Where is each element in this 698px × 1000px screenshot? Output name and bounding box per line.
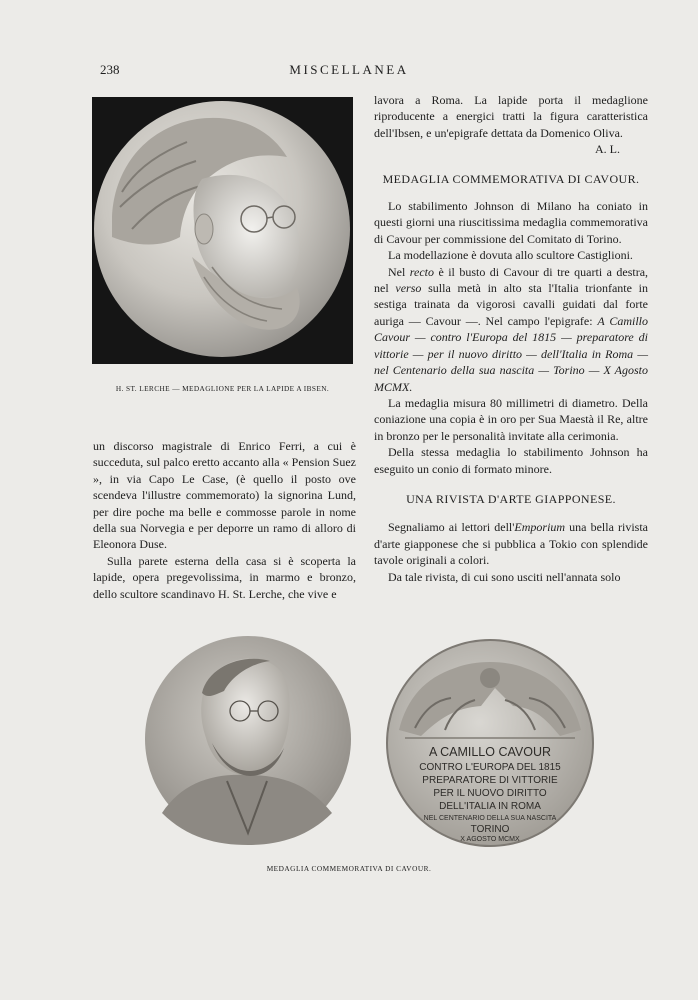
paragraph: Sulla parete esterna della casa si è scoperta la lapide, opera pregevolissima, in marmo e bronzo, dello scultore scandinavo H. St. Lerche, che vive e: [93, 553, 356, 601]
ibsen-medallion-image: [92, 97, 353, 364]
medal-inscription-line: TORINO: [470, 824, 510, 835]
left-column: [93, 438, 356, 602]
medal-verso-image: [385, 638, 595, 848]
ibsen-medallion-plate: [92, 97, 353, 364]
paragraph: Da tale rivista, di cui sono usciti nell'annata solo: [388, 569, 621, 584]
paragraph: Nel recto è il busto di Cavour di tre quarti a destra, nel verso sulla metà in alto sta l'Italia trionfante in sestiga trainata da vigorosi cavalli guidati dal forte auriga — Cavour —. Nel campo l'epigrafe: A Camillo Cavour — contro l'Europa del 1815 — preparatore di vittorie — per il nuovo diritto — dell'Italia in Roma — nel Centenario della sua nascita — Torino — X Agosto MCMX.: [374, 264, 649, 394]
epigraph-text: A Camillo Cavour — contro l'Europa del 1815 — preparatore di vittorie — per il nuovo diritto — dell'Italia in Roma — nel Centenario della sua nascita — Torino — X Agosto MCMX.: [374, 313, 648, 394]
figure-caption-ibsen: H. ST. LERCHE — MEDAGLIONE PER LA LAPIDE A IBSEN.: [115, 384, 330, 393]
figure-caption-cavour: MEDAGLIA COMMEMORATIVA DI CAVOUR.: [266, 864, 432, 873]
section-heading-cavour: MEDAGLIA COMMEMORATIVA DI CAVOUR.: [382, 171, 640, 186]
author-signature: A. L.: [595, 142, 620, 157]
medal-inscription-line: A CAMILLO CAVOUR: [428, 745, 552, 759]
right-column: [374, 92, 648, 585]
page-number: 238: [100, 62, 120, 77]
paragraph: un discorso magistrale di Enrico Ferri, a cui è succeduta, sul palco eretto accanto alla « Pension Suez », in via Capo Le Case, (è quello il posto ove scendeva l'illustre commemorato) la signorina Lund, per dire poche ma belle e commosse parole in nome della sua Norvegia e per deporre un ramo di alloro di Eleonora Duse.: [93, 439, 356, 552]
section-heading-rivista: UNA RIVISTA D'ARTE GIAPPONESE.: [406, 491, 616, 506]
running-title: MISCELLANEA: [289, 62, 409, 77]
medal-inscription-line: NEL CENTENARIO DELLA SUA NASCITA: [423, 815, 557, 822]
medal-inscription-line: PER IL NUOVO DIRITTO: [433, 788, 547, 799]
paragraph: La medaglia misura 80 millimetri di diametro. Della coniazione una copia è in oro per Sua Maestà il Re, altre in bronzo per le personalità invitate alla cerimonia.: [374, 395, 648, 443]
medal-inscription-line: CONTRO L'EUROPA DEL 1815: [419, 762, 561, 773]
paragraph: lavora a Roma. La lapide porta il medaglione riproducente a energici tratti la figura caratteristica dell'Ibsen, e un'epigrafe dettata da Domenico Oliva.: [374, 93, 648, 140]
paragraph: Lo stabilimento Johnson di Milano ha coniato in questi giorni una riuscitissima medaglia commemorativa di Cavour per commissione del Comitato di Torino.: [374, 199, 648, 246]
paragraph: Segnaliamo ai lettori dell'Emporium una bella rivista d'arte giapponese che si pubblica a Tokio con splendide tavole originali a colori.: [374, 520, 648, 568]
medal-inscription-line: DELL'ITALIA IN ROMA: [439, 801, 541, 812]
cavour-portrait-image: [142, 633, 354, 845]
cavour-medal-verso: [385, 638, 595, 853]
paragraph: La modellazione è dovuta allo scultore Castiglioni.: [388, 248, 633, 263]
medal-inscription-line: X AGOSTO MCMX: [460, 836, 520, 843]
cavour-medal-recto: [142, 633, 354, 850]
paragraph: Della stessa medaglia lo stabilimento Johnson ha eseguito un conio di formato minore.: [374, 445, 648, 476]
medal-inscription-line: PREPARATORE DI VITTORIE: [422, 775, 558, 786]
